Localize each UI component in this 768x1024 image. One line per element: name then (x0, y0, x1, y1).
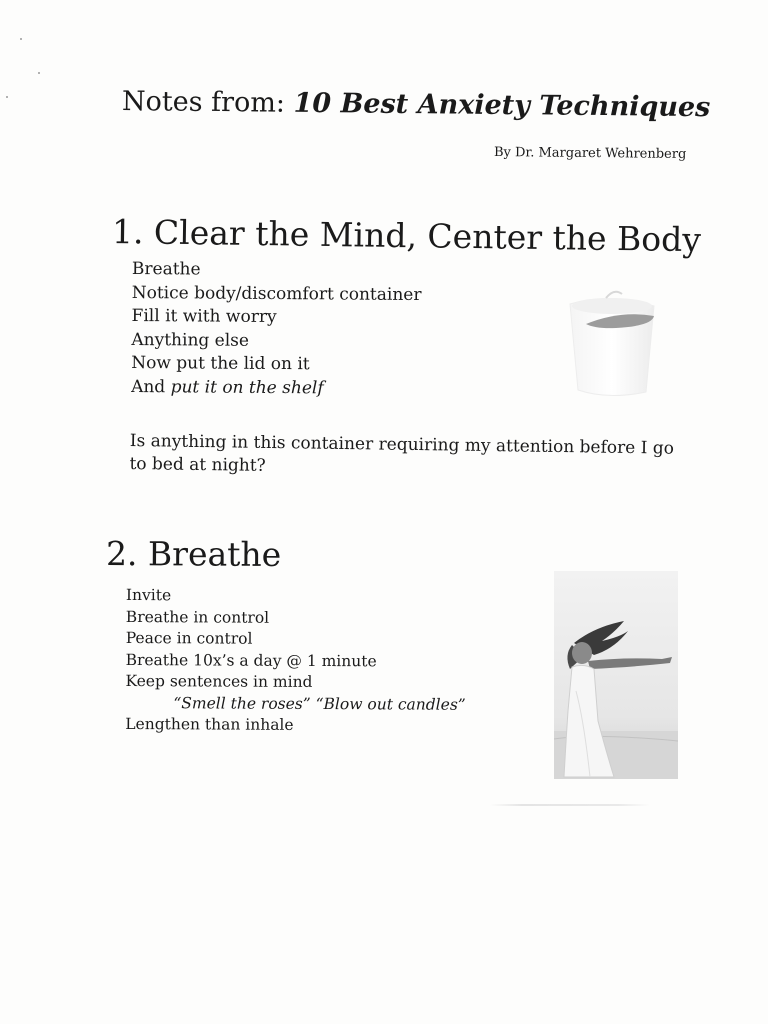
sentences-example: “Smell the roses” “Blow out candles” (173, 693, 466, 714)
section2-items (125, 585, 466, 737)
list-item: Keep sentences in mind (125, 671, 313, 691)
divider (490, 804, 650, 806)
list-item: Invite (125, 586, 172, 605)
list-item: Now put the lid on it (131, 352, 310, 375)
list-item (131, 375, 421, 401)
container-cup-image (556, 286, 660, 402)
section1-steps (131, 258, 422, 401)
list-item: Lengthen than inhale (125, 714, 294, 734)
last-step-italic: put it on the shelf (170, 376, 324, 398)
list-item: Peace in control (125, 628, 253, 648)
list-item: Breathe 10x’s a day @ 1 minute (125, 650, 377, 670)
list-item: Breathe in control (125, 607, 270, 627)
list-item: Notice body/discomfort container (131, 282, 422, 305)
list-item: Fill it with worry (131, 305, 277, 328)
last-step-prefix: And (131, 376, 166, 397)
scan-speck (20, 38, 22, 40)
woman-breathing-image (554, 571, 678, 779)
list-item: Breathe (131, 258, 201, 280)
title-prefix: Notes from: (121, 86, 286, 119)
title-book: 10 Best Anxiety Techniques (293, 87, 711, 124)
scan-speck (6, 96, 8, 98)
scan-speck (38, 72, 40, 74)
section1-question: Is anything in this container requiring my attention before I go to bed at night? (129, 430, 675, 476)
byline: By Dr. Margaret Wehrenberg (493, 144, 687, 163)
page-title (122, 86, 711, 123)
list-item: Anything else (131, 329, 250, 351)
section2-heading: 2. Breathe (105, 534, 282, 574)
section1-heading: 1. Clear the Mind, Center the Body (111, 212, 702, 260)
